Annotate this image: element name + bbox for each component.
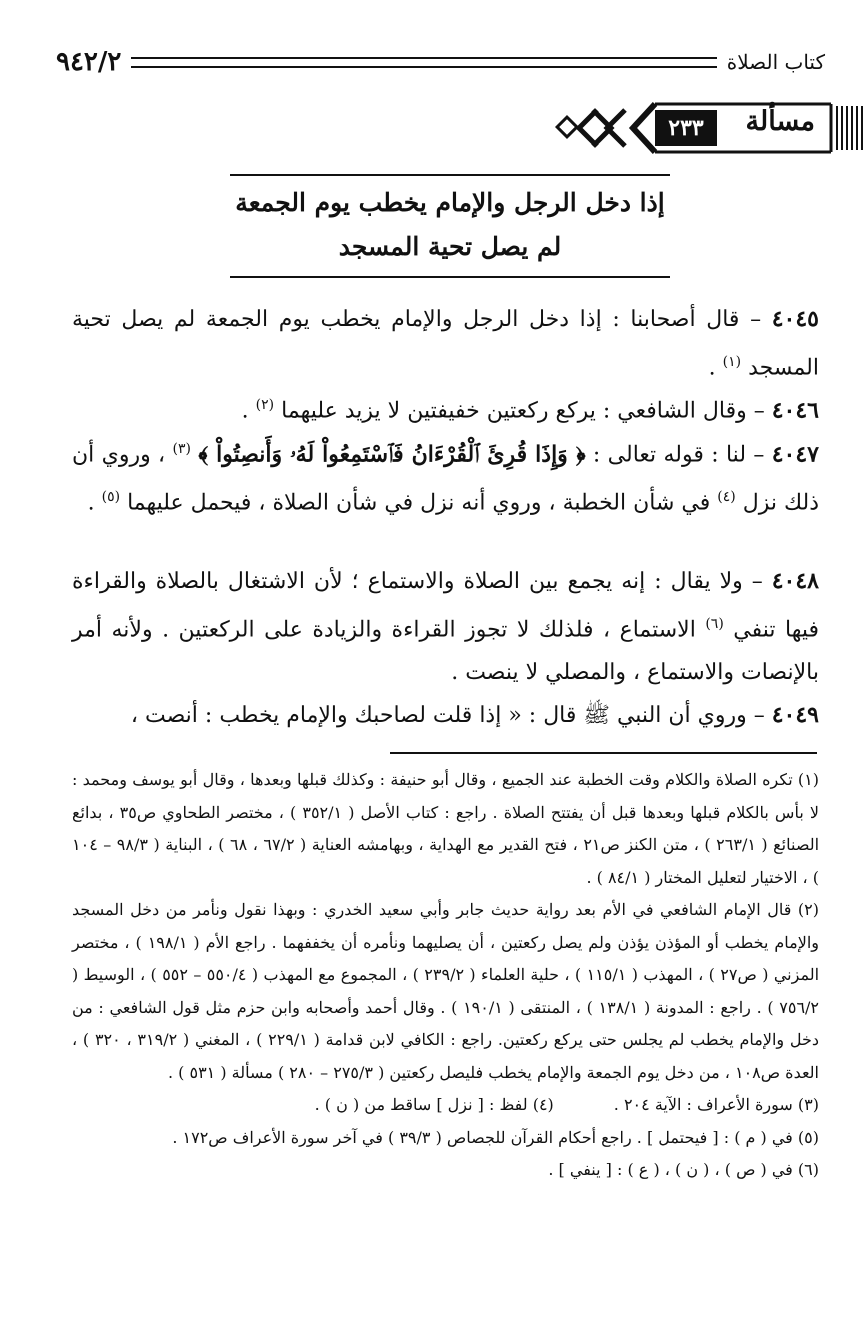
title-bottom-rule	[230, 276, 670, 278]
footnote-1: (١) تكره الصلاة والكلام وقت الخطبة عند الجميع ، وقال أبو حنيفة : وكذلك قبلها وبعدها ، وقال أبو يوسف ومحمد : لا بأس بالكلام قبلها وبعدها قبل أن يفتتح الصلاة . راجع : كتاب الأصل ( ٣٥٢/١ ) ، مختصر الطحاوي ص٣٥ ، بدائع الصنائع ( ٢٦٣/١ ) ، متن الكنز ص٢١ ، فتح القدير مع الهداية ، وبهامشه العناية ( ٦٧/٢ ، ٦٨ ) ، البناية ( ٩٨/٣ – ١٠٤ ) ، الاختيار لتعليل المختار ( ٨٤/١ ) .	[72, 770, 820, 887]
footnote-5: (٥) في ( م ) : [ فيحتمل ] . راجع أحكام القرآن للجصاص ( ٣٩/٣ ) في آخر سورة الأعراف ص١٧٢ .	[172, 1127, 819, 1147]
paragraph-text: – قال أصحابنا : إذا دخل الرجل والإمام يخطب يوم الجمعة لم يصل تحية المسجد	[72, 307, 819, 381]
masala-banner	[555, 100, 867, 156]
footnote-ref: (١)	[722, 354, 742, 370]
paragraph-number: ٤٠٤٩	[771, 702, 819, 728]
footnote-3: (٣) سورة الأعراف : الآية ٢٠٤ .	[613, 1095, 819, 1114]
paragraph-4049	[72, 694, 819, 737]
page-number: ٩٤٢/٢	[56, 47, 122, 77]
paragraph-text: – وروي أن النبي ﷺ قال : « إذا قلت لصاحبك والإمام يخطب : أنصت ،	[130, 703, 765, 728]
footnote-ref: (٢)	[255, 397, 275, 413]
running-header	[56, 44, 825, 80]
footnote-2: (٢) قال الإمام الشافعي في الأم بعد رواية حديث جابر وأبي سعيد الخدري : وبهذا نقول ونأمر من دخل المسجد والإمام يخطب أو المؤذن يؤذن ولم يصل ركعتين ، أن يصليهما ونأمره أن يخففهما . راجع الأم ( ١٩٨/١ ) ، مختصر المزني ( ص٢٧ ) ، المهذب ( ١١٥/١ ) ، حلية العلماء ( ٢٣٩/٢ ) ، المجموع مع المهذب ( ٥٥٠/٤ – ٥٥٢ ) ، الوسيط ( ٧٥٦/٢ ) . راجع : المدونة ( ١٣٨/١ ) ، المنتقى ( ١٩٠/١ ) . وقال أحمد وأصحابه وابن حزم مثل قول الشافعي : من دخل والإمام يخطب لم يجلس حتى يركع ركعتين. راجع : الكافي لابن قدامة ( ٢٢٩/١ ) ، المغني ( ٣١٩/٢ ، ٣٢٠ ) ، العدة ص١٠٨ ، من دخل يوم الجمعة والإمام يخطب فليصل ركعتين ( ٢٧٥/٣ – ٢٨٠ ) مسألة ( ٥٣١ ) .	[72, 900, 820, 1082]
quran-verse: ﴿ وَإِذَا قُرِئَ ٱلْقُرْءَانُ فَٱسْتَمِعُواْ لَهُۥ وَأَنصِتُواْ ﴾	[198, 441, 586, 468]
book-title: كتاب الصلاة	[726, 50, 825, 74]
footnote-ref: (٤)	[717, 489, 736, 506]
paragraph-text: – وقال الشافعي : يركع ركعتين خفيفتين لا يزيد عليهما	[281, 398, 765, 424]
masala-label: مسألة	[745, 106, 815, 137]
footnote-separator	[390, 752, 817, 754]
footnote-ref: (٣)	[172, 441, 191, 457]
header-rule	[131, 57, 716, 68]
footnotes	[72, 764, 819, 1187]
footnote-4: (٤) لفظ : [ نزل ] ساقط من ( ن ) .	[314, 1095, 554, 1114]
paragraph-number: ٤٠٤٧	[771, 441, 819, 468]
paragraph-4047: ٤٠٤٧ – لنا : قوله تعالى : ﴿ وَإِذَا قُرِئَ ٱلْقُرْءَانُ فَٱسْتَمِعُواْ لَهُۥ وَأَنصِتُواْ ﴾ $^{(٣)}$ ، وروي أن ذلك نزل $^{(٤)}$ في شأن الخطبة ، وروي أنه نزل في شأن الصلاة ، فيحمل عليهما $^{(٥)}$ .	[72, 441, 819, 516]
footnote-ref: (٦)	[705, 616, 724, 632]
paragraph-number: ٤٠٤٥	[771, 306, 819, 332]
paragraph-4048: ٤٠٤٨ – ولا يقال : إنه يجمع بين الصلاة والاستماع ؛ لأن الاشتغال بالصلاة والقراءة فيها تنفي $^{(٦)}$ الاستماع ، فلذلك لا تجوز القراءة والزيادة على الركعتين . ولأنه أمر بالإنصات والاستماع ، والمصلي لا ينصت .	[72, 568, 819, 686]
chapter-title-line-1: إذا دخل الرجل والإمام يخطب يوم الجمعة	[235, 188, 665, 217]
paragraph-number: ٤٠٤٦	[771, 397, 819, 424]
title-top-rule	[230, 174, 670, 176]
paragraph-number: ٤٠٤٨	[771, 568, 819, 594]
footnote-ref: (٥)	[101, 489, 121, 506]
footnote-6: (٦) في ( ص ) ، ( ن ) ، ( ع ) : [ ينفي ] .	[548, 1160, 819, 1179]
masala-number: ٢٣٣	[655, 110, 717, 146]
paragraph-4046: ٤٠٤٦ – وقال الشافعي : يركع ركعتين خفيفتين لا يزيد عليهما $^{(٢)}$ .	[241, 397, 819, 424]
paragraph-4045: ٤٠٤٥ – قال أصحابنا : إذا دخل الرجل والإمام يخطب يوم الجمعة لم يصل تحية المسجد $^{(١)}$ .	[72, 306, 819, 381]
footnote-row	[72, 1089, 819, 1122]
chapter-title-line-2: لم يصل تحية المسجد	[338, 232, 562, 261]
